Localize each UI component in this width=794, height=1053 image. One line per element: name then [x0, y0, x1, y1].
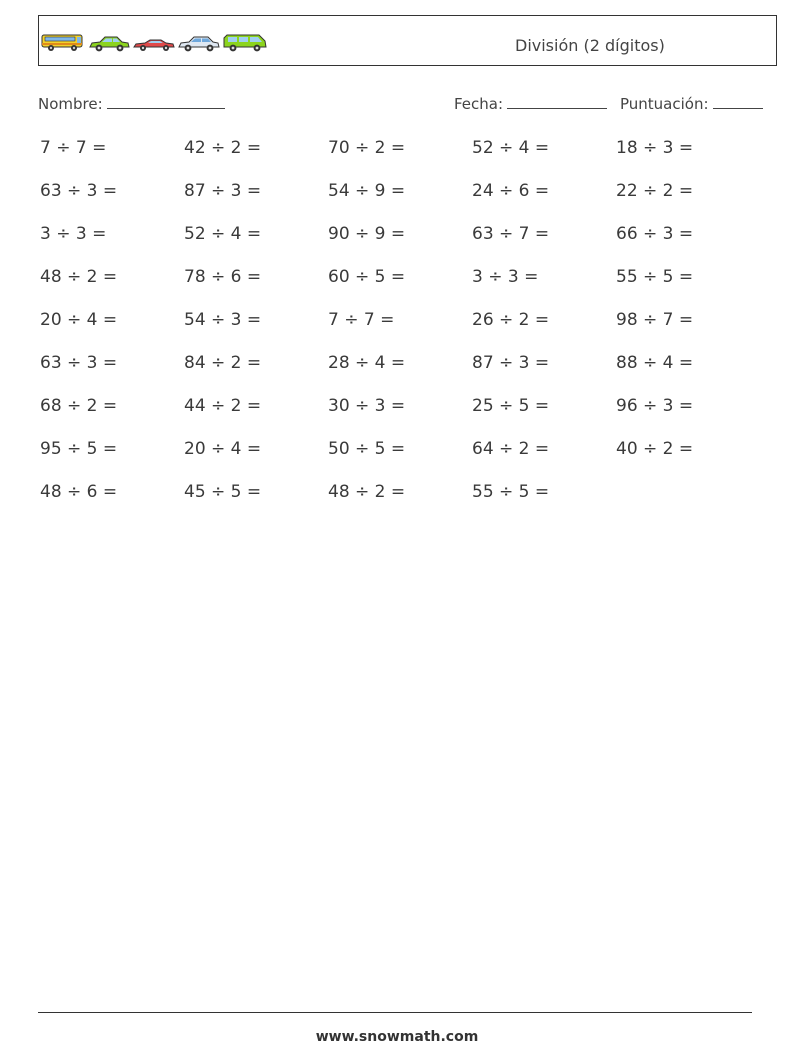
date-blank-line [507, 94, 607, 109]
problem-row [40, 439, 760, 482]
problem-row [40, 396, 760, 439]
worksheet-title: División (2 dígitos) [515, 36, 665, 55]
problem: 28 ÷ 4 = [328, 353, 406, 373]
problem: 54 ÷ 3 = [184, 310, 262, 330]
problem: 90 ÷ 9 = [328, 224, 406, 244]
problem-row [40, 224, 760, 267]
problem: 52 ÷ 4 = [184, 224, 262, 244]
problem: 78 ÷ 6 = [184, 267, 262, 287]
problem-row [40, 353, 760, 396]
problem: 64 ÷ 2 = [472, 439, 550, 459]
car-icons-row [41, 29, 267, 53]
score-blank-line [713, 94, 763, 109]
problem: 87 ÷ 3 = [472, 353, 550, 373]
problem: 3 ÷ 3 = [40, 224, 107, 244]
blue-car-icon [178, 35, 220, 53]
problem: 30 ÷ 3 = [328, 396, 406, 416]
green-car-icon [88, 35, 130, 53]
problem: 22 ÷ 2 = [616, 181, 694, 201]
problem: 25 ÷ 5 = [472, 396, 550, 416]
problem: 3 ÷ 3 = [472, 267, 539, 287]
problem: 70 ÷ 2 = [328, 138, 406, 158]
problem: 96 ÷ 3 = [616, 396, 694, 416]
bus-icon [41, 33, 85, 53]
problem: 48 ÷ 2 = [40, 267, 118, 287]
problem: 54 ÷ 9 = [328, 181, 406, 201]
name-field [38, 94, 225, 113]
problem-row [40, 138, 760, 181]
problem-row [40, 482, 760, 525]
problem: 42 ÷ 2 = [184, 138, 262, 158]
footer-divider [38, 1012, 752, 1013]
red-car-icon [133, 37, 175, 53]
problem: 55 ÷ 5 = [472, 482, 550, 502]
problem: 63 ÷ 3 = [40, 181, 118, 201]
problem: 63 ÷ 7 = [472, 224, 550, 244]
problem: 45 ÷ 5 = [184, 482, 262, 502]
score-label: Puntuación: [620, 95, 709, 113]
footer-url: www.snowmath.com [315, 1029, 479, 1045]
problem: 44 ÷ 2 = [184, 396, 262, 416]
problem: 52 ÷ 4 = [472, 138, 550, 158]
problem: 20 ÷ 4 = [184, 439, 262, 459]
problem: 48 ÷ 6 = [40, 482, 118, 502]
problem: 63 ÷ 3 = [40, 353, 118, 373]
problem: 60 ÷ 5 = [328, 267, 406, 287]
date-label: Fecha: [454, 95, 504, 113]
problem-grid [40, 138, 760, 525]
problem-row [40, 310, 760, 353]
problem: 40 ÷ 2 = [616, 439, 694, 459]
name-blank-line [107, 94, 225, 109]
name-label: Nombre: [38, 95, 103, 113]
problem: 55 ÷ 5 = [616, 267, 694, 287]
problem: 7 ÷ 7 = [328, 310, 395, 330]
score-field [620, 94, 763, 113]
problem: 20 ÷ 4 = [40, 310, 118, 330]
date-field [454, 94, 607, 113]
problem: 98 ÷ 7 = [616, 310, 694, 330]
green-van-icon [223, 33, 267, 53]
problem-row [40, 267, 760, 310]
problem: 50 ÷ 5 = [328, 439, 406, 459]
problem: 66 ÷ 3 = [616, 224, 694, 244]
problem: 18 ÷ 3 = [616, 138, 694, 158]
problem: 68 ÷ 2 = [40, 396, 118, 416]
problem: 95 ÷ 5 = [40, 439, 118, 459]
worksheet-header [38, 15, 777, 66]
problem: 24 ÷ 6 = [472, 181, 550, 201]
problem: 48 ÷ 2 = [328, 482, 406, 502]
problem: 7 ÷ 7 = [40, 138, 107, 158]
problem: 87 ÷ 3 = [184, 181, 262, 201]
problem-row [40, 181, 760, 224]
problem: 88 ÷ 4 = [616, 353, 694, 373]
problem: 84 ÷ 2 = [184, 353, 262, 373]
problem: 26 ÷ 2 = [472, 310, 550, 330]
